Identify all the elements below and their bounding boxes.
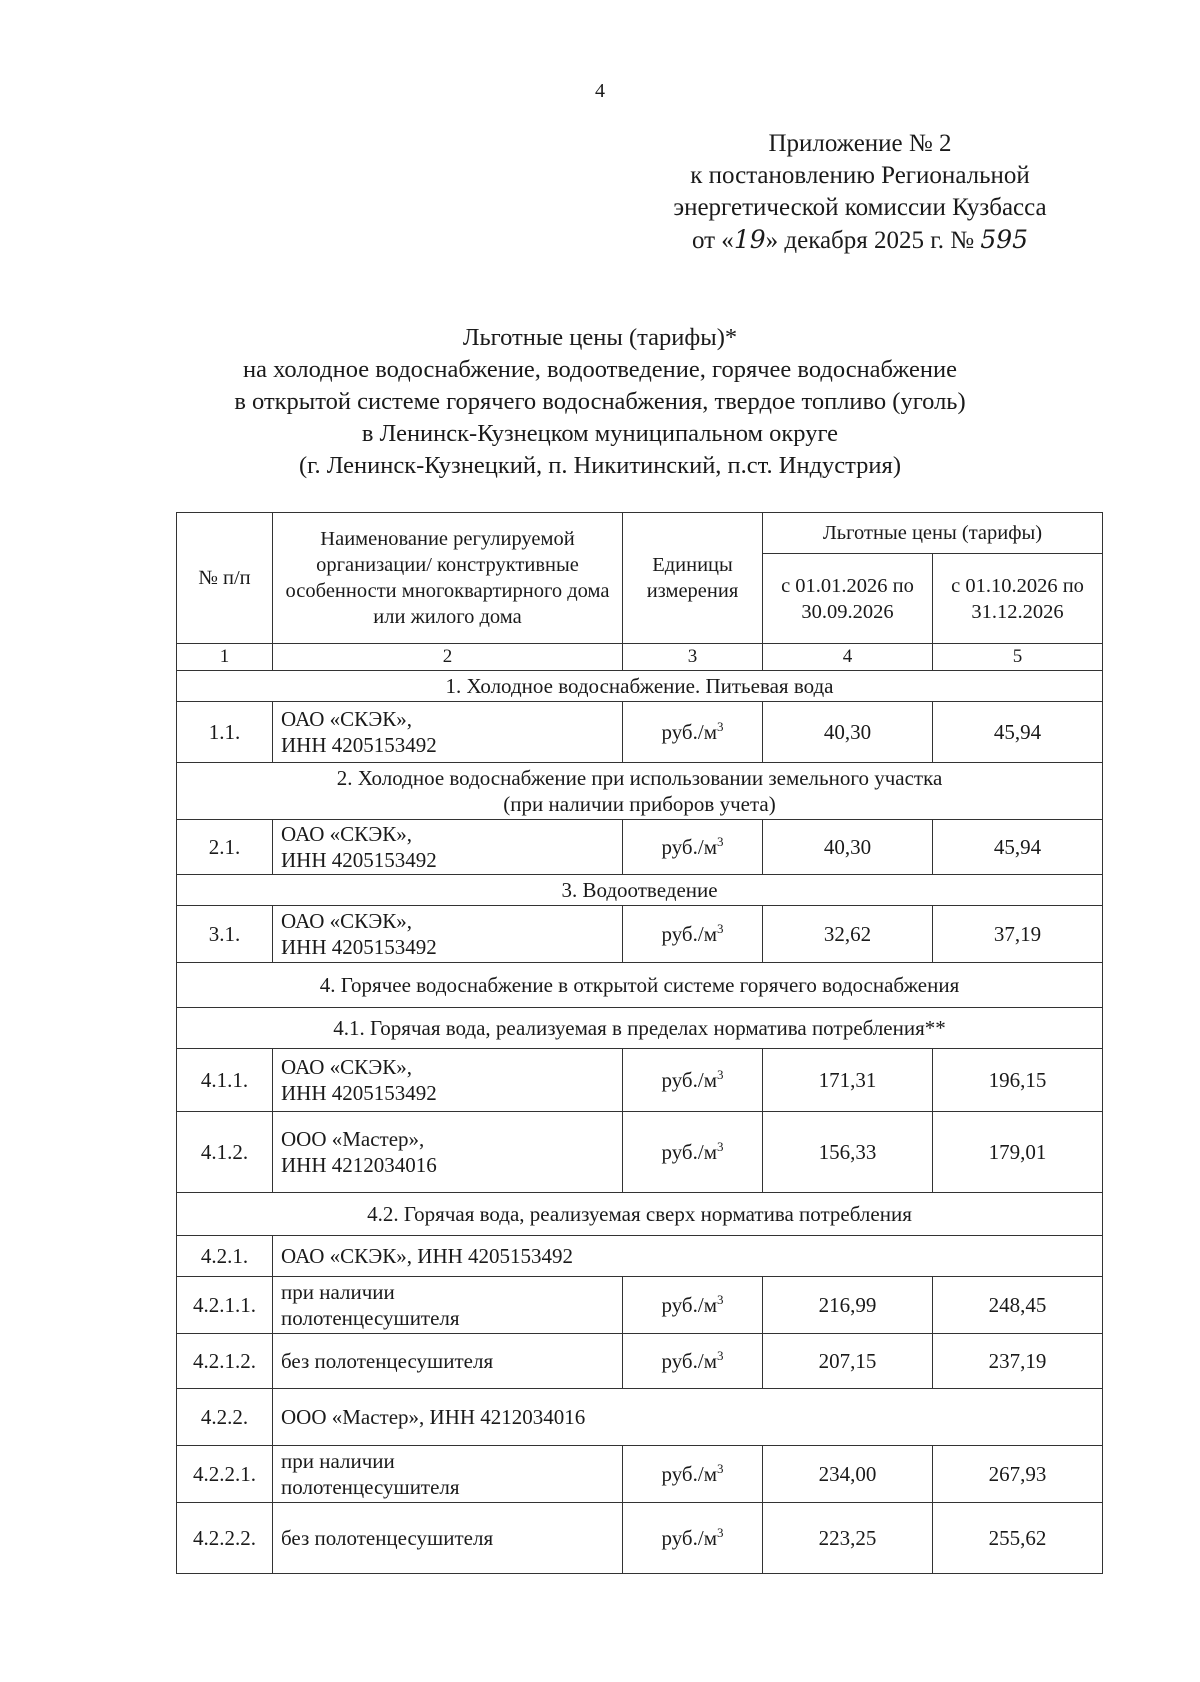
section-4-2-title: 4.2. Горячая вода, реализуемая сверх норматива потребления <box>177 1193 1103 1236</box>
table-row <box>177 1446 1103 1503</box>
appendix-block <box>620 128 1100 257</box>
unit-cell <box>623 820 763 875</box>
org-cell <box>273 702 623 763</box>
unit-cell <box>623 1334 763 1389</box>
value-period2: 179,01 <box>933 1112 1103 1193</box>
unit-sup: 3 <box>717 1461 724 1476</box>
org-inn: ИНН 4212034016 <box>281 1153 437 1177</box>
org-cell <box>273 1049 623 1112</box>
header-name: Наименование регулируемой организации/ конструктивные особенности многоквартирного дома или жилого дома <box>273 513 623 644</box>
col-number: 5 <box>933 644 1103 671</box>
row-number: 4.1.2. <box>177 1112 273 1193</box>
value-period1: 234,00 <box>763 1446 933 1503</box>
unit-cell <box>623 1503 763 1574</box>
section-heading <box>177 1008 1103 1049</box>
unit-sup: 3 <box>717 719 724 734</box>
unit-sup: 3 <box>717 1139 724 1154</box>
appendix-line1: Приложение № 2 <box>768 130 952 157</box>
section-1-title: 1. Холодное водоснабжение. Питьевая вода <box>177 671 1103 702</box>
unit-text: руб./м <box>661 1293 717 1317</box>
appendix-line2: к постановлению Региональной <box>690 162 1030 189</box>
org-name: ООО «Мастер», <box>281 1127 425 1151</box>
value-period2: 45,94 <box>933 820 1103 875</box>
org-name: ОАО «СКЭК», <box>281 707 413 731</box>
value-period1: 223,25 <box>763 1503 933 1574</box>
table-row <box>177 1049 1103 1112</box>
unit-sup: 3 <box>717 1292 724 1307</box>
org-name: ОАО «СКЭК», <box>281 1055 413 1079</box>
col-number: 3 <box>623 644 763 671</box>
header-row <box>177 513 1103 554</box>
title-line5: (г. Ленинск-Кузнецкий, п. Никитинский, п.ст. Индустрия) <box>299 452 901 479</box>
value-period2: 37,19 <box>933 906 1103 963</box>
document-title <box>0 322 1200 482</box>
unit-text: руб./м <box>661 720 717 744</box>
description-cell <box>273 1277 623 1334</box>
value-period1: 207,15 <box>763 1334 933 1389</box>
date-mid: » декабря 2025 г. № <box>765 227 981 254</box>
tariff-table <box>176 512 1103 1574</box>
value-period1: 216,99 <box>763 1277 933 1334</box>
title-line3: в открытой системе горячего водоснабжения, твердое топливо (уголь) <box>234 388 966 415</box>
table-row <box>177 1503 1103 1574</box>
header-num: № п/п <box>177 513 273 644</box>
section-heading <box>177 875 1103 906</box>
col-number: 4 <box>763 644 933 671</box>
date-prefix: от « <box>691 227 734 254</box>
unit-cell <box>623 702 763 763</box>
row-number: 4.2.2. <box>177 1389 273 1446</box>
row-number: 2.1. <box>177 820 273 875</box>
row-number: 4.1.1. <box>177 1049 273 1112</box>
table-row <box>177 820 1103 875</box>
section-heading <box>177 763 1103 820</box>
description-cell: без полотенцесушителя <box>273 1334 623 1389</box>
section-4-title: 4. Горячее водоснабжение в открытой системе горячего водоснабжения <box>177 963 1103 1008</box>
unit-text: руб./м <box>661 1140 717 1164</box>
value-period2: 45,94 <box>933 702 1103 763</box>
value-period2: 255,62 <box>933 1503 1103 1574</box>
unit-text: руб./м <box>661 1349 717 1373</box>
unit-sup: 3 <box>717 834 724 849</box>
table-row <box>177 1277 1103 1334</box>
org-inn: ИНН 4205153492 <box>281 733 437 757</box>
row-number: 3.1. <box>177 906 273 963</box>
unit-text: руб./м <box>661 1068 717 1092</box>
unit-cell <box>623 906 763 963</box>
table-row <box>177 1389 1103 1446</box>
header-unit: Единицы измерения <box>623 513 763 644</box>
org-inn: ИНН 4205153492 <box>281 935 437 959</box>
row-number: 1.1. <box>177 702 273 763</box>
section-heading <box>177 671 1103 702</box>
org-inn: ИНН 4205153492 <box>281 1081 437 1105</box>
value-period1: 40,30 <box>763 820 933 875</box>
unit-text: руб./м <box>661 1462 717 1486</box>
unit-text: руб./м <box>661 922 717 946</box>
unit-sup: 3 <box>717 1525 724 1540</box>
unit-cell <box>623 1049 763 1112</box>
table-row <box>177 702 1103 763</box>
value-period2: 267,93 <box>933 1446 1103 1503</box>
page-number: 4 <box>595 80 605 102</box>
section-2-title <box>177 763 1103 820</box>
description-cell <box>273 1446 623 1503</box>
unit-text: руб./м <box>661 1526 717 1550</box>
title-line1: Льготные цены (тарифы)* <box>462 324 738 351</box>
description-line1: при наличии <box>281 1280 395 1304</box>
row-number: 4.2.2.1. <box>177 1446 273 1503</box>
org-name: ОАО «СКЭК», <box>281 909 413 933</box>
org-name: ОАО «СКЭК», <box>281 822 413 846</box>
table-row <box>177 1334 1103 1389</box>
row-number: 4.2.1.1. <box>177 1277 273 1334</box>
table-row <box>177 1236 1103 1277</box>
org-cell: ООО «Мастер», ИНН 4212034016 <box>273 1389 1103 1446</box>
unit-cell <box>623 1112 763 1193</box>
row-number: 4.2.1.2. <box>177 1334 273 1389</box>
row-number: 4.2.2.2. <box>177 1503 273 1574</box>
header-group: Льготные цены (тарифы) <box>763 513 1103 554</box>
section-2-line2: (при наличии приборов учета) <box>503 792 776 816</box>
description-line1: при наличии <box>281 1449 395 1473</box>
org-cell: ОАО «СКЭК», ИНН 4205153492 <box>273 1236 1103 1277</box>
value-period2: 248,45 <box>933 1277 1103 1334</box>
org-inn: ИНН 4205153492 <box>281 848 437 872</box>
appendix-line3: энергетической комиссии Кузбасса <box>673 194 1047 221</box>
section-heading <box>177 1193 1103 1236</box>
value-period1: 32,62 <box>763 906 933 963</box>
value-period2: 237,19 <box>933 1334 1103 1389</box>
unit-cell <box>623 1277 763 1334</box>
section-4-1-title: 4.1. Горячая вода, реализуемая в пределах норматива потребления** <box>177 1008 1103 1049</box>
description-cell: без полотенцесушителя <box>273 1503 623 1574</box>
unit-sup: 3 <box>717 921 724 936</box>
unit-sup: 3 <box>717 1067 724 1082</box>
column-numbers-row <box>177 644 1103 671</box>
description-line2: полотенцесушителя <box>281 1306 460 1330</box>
table-row <box>177 906 1103 963</box>
section-2-line1: 2. Холодное водоснабжение при использовании земельного участка <box>336 766 943 790</box>
header-period2: с 01.10.2026 по 31.12.2026 <box>933 554 1103 644</box>
org-cell <box>273 906 623 963</box>
org-cell <box>273 820 623 875</box>
description-line2: полотенцесушителя <box>281 1475 460 1499</box>
unit-sup: 3 <box>717 1348 724 1363</box>
date-day: 19 <box>733 225 766 254</box>
section-heading <box>177 963 1103 1008</box>
unit-cell <box>623 1446 763 1503</box>
doc-number: 595 <box>980 225 1029 254</box>
value-period1: 171,31 <box>763 1049 933 1112</box>
value-period2: 196,15 <box>933 1049 1103 1112</box>
unit-text: руб./м <box>661 835 717 859</box>
section-3-title: 3. Водоотведение <box>177 875 1103 906</box>
col-number: 2 <box>273 644 623 671</box>
appendix-date <box>620 224 1100 257</box>
title-line2: на холодное водоснабжение, водоотведение, горячее водоснабжение <box>243 356 957 383</box>
header-period1: с 01.01.2026 по 30.09.2026 <box>763 554 933 644</box>
value-period1: 40,30 <box>763 702 933 763</box>
value-period1: 156,33 <box>763 1112 933 1193</box>
table-row <box>177 1112 1103 1193</box>
title-line4: в Ленинск-Кузнецком муниципальном округе <box>361 420 839 447</box>
col-number: 1 <box>177 644 273 671</box>
org-cell <box>273 1112 623 1193</box>
row-number: 4.2.1. <box>177 1236 273 1277</box>
